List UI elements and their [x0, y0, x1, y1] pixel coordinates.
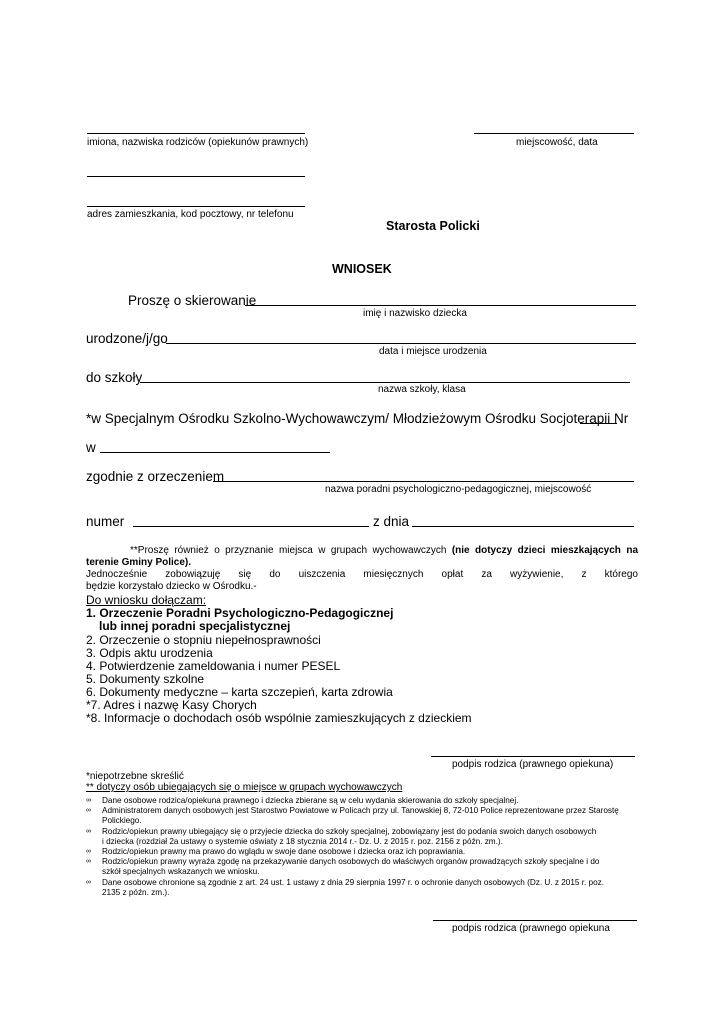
payment-line-1: Jednocześnie zobowiązuję się do uiszczenia miesięcznych opłat za wyżywienie, z którego: [86, 569, 638, 580]
attachment-item: 2. Orzeczenie o stopniu niepełnosprawności: [86, 633, 321, 647]
addressee: Starosta Policki: [386, 219, 480, 233]
infinity-bullet-icon: ∞: [86, 879, 91, 886]
in-label: w: [86, 440, 96, 455]
page-title: WNIOSEK: [332, 262, 392, 276]
gdpr-note-line: Dane osobowe rodzica/opiekuna prawnego i dziecka zbierane są w celu wydania skierowania do szkoły specjalnej.: [102, 796, 519, 805]
date-label: z dnia: [373, 514, 410, 529]
attachment-item: *8. Informacje o dochodach osób wspólnie zamieszkujących z dzieckiem: [86, 711, 472, 725]
infinity-bullet-icon: ∞: [86, 828, 91, 835]
attachment-item: 1. Orzeczenie Poradni Psychologiczno-Pedagogicznej: [86, 606, 394, 620]
gdpr-note-line: Rodzic/opiekun prawny ma prawo do wglądu w swoje dane osobowe i dziecka oraz ich poprawiania.: [102, 847, 466, 856]
gdpr-note-line: Polickiego.: [102, 816, 142, 825]
birth-caption: data i miejsce urodzenia: [379, 346, 487, 357]
attachment-item: 4. Potwierdzenie zameldowania i numer PESEL: [86, 659, 341, 673]
infinity-bullet-icon: ∞: [86, 858, 91, 865]
request-label: Proszę o skierowanie: [128, 293, 257, 308]
signature-caption-2: podpis rodzica (prawnego opiekuna: [452, 923, 610, 934]
gdpr-note-line: Rodzic/opiekun prawny ubiegający się o przyjecie dziecka do szkoły specjalnej, zobowiązany jest do podania swoich danych osobowych: [102, 827, 597, 836]
signature-line-1[interactable]: [431, 756, 635, 757]
parents-name-line[interactable]: [87, 133, 305, 134]
attachment-item: 6. Dokumenty medyczne – karta szczepień, karta zdrowia: [86, 685, 393, 699]
school-caption: nazwa szkoły, klasa: [378, 384, 466, 395]
gdpr-note-line: i dziecka (rozdział 2a ustawy o systemie oświaty z 18 stycznia 2014 r.- Dz. U. z 2015 r. poz. 2156 z późn. zm.).: [102, 837, 503, 846]
infinity-bullet-icon: ∞: [86, 848, 91, 855]
in-line[interactable]: [100, 452, 330, 453]
accordance-line[interactable]: [213, 481, 634, 482]
strike-note: *niepotrzebne skreślić: [86, 771, 184, 782]
gdpr-note: [88, 806, 648, 826]
accordance-label: zgodnie z orzeczeniem: [86, 469, 225, 484]
date-line[interactable]: [412, 526, 634, 527]
boarding-bold-1: (nie dotyczy dzieci mieszkających na: [451, 545, 638, 556]
gdpr-note: [88, 857, 648, 877]
gdpr-note-line: Rodzic/opiekun prawny wyraża zgodę na przekazywanie danych osobowych do właściwych organów prowadzących szkoły specjalne i do: [102, 857, 600, 866]
gdpr-note-line: szkół specjalnych wskazanych we wniosku.: [102, 867, 260, 876]
address-line-1[interactable]: [87, 176, 305, 177]
number-line[interactable]: [133, 526, 369, 527]
place-date-line[interactable]: [474, 133, 634, 134]
birth-line[interactable]: [166, 343, 636, 344]
boarding-bold-2: terenie Gminy Police).: [86, 557, 192, 568]
center-text: *w Specjalnym Ośrodku Szkolno-Wychowawczym/ Młodzieżowym Ośrodku Socjoterapii Nr: [86, 411, 629, 426]
attachment-item: 3. Odpis aktu urodzenia: [86, 646, 213, 660]
center-number-line[interactable]: [580, 423, 617, 424]
accordance-caption: nazwa poradni psychologiczno-pedagogicznej, miejscowość: [325, 484, 592, 495]
gdpr-note: [88, 827, 648, 847]
address-line-2[interactable]: [87, 206, 305, 207]
gdpr-note: [88, 847, 648, 857]
school-line[interactable]: [140, 382, 630, 383]
payment-line-2: będzie korzystało dziecko w Ośrodku.-: [86, 581, 257, 592]
parents-caption: imiona, nazwiska rodziców (opiekunów prawnych): [87, 137, 309, 148]
child-name-caption: imię i nazwisko dziecka: [363, 308, 467, 319]
address-caption: adres zamieszkania, kod pocztowy, nr telefonu: [87, 209, 294, 220]
school-label: do szkoły: [86, 370, 143, 385]
boarding-request: [86, 545, 638, 593]
attachment-item: *7. Adres i nazwę Kasy Chorych: [86, 698, 257, 712]
infinity-bullet-icon: ∞: [86, 797, 91, 804]
signature-caption-1: podpis rodzica (prawnego opiekuna): [452, 759, 614, 770]
gdpr-note: [88, 878, 648, 898]
place-date-caption: miejscowość, data: [516, 137, 598, 148]
boarding-note: ** dotyczy osób ubiegających się o miejsce w grupach wychowawczych: [86, 782, 403, 793]
boarding-request-text: **Proszę również o przyznanie miejsca w grupach wychowawczych: [130, 545, 447, 556]
attachment-item: 5. Dokumenty szkolne: [86, 672, 205, 686]
attachment-item: lub innej poradni specjalistycznej: [99, 619, 291, 633]
number-label: numer: [86, 514, 125, 529]
born-label: urodzone/j/go: [86, 331, 168, 346]
gdpr-note-line: 2135 z późn. zm.).: [102, 888, 170, 897]
signature-line-2[interactable]: [433, 920, 637, 921]
infinity-bullet-icon: ∞: [86, 807, 91, 814]
gdpr-note-line: Administratorem danych osobowych jest Starostwo Powiatowe w Policach przy ul. Tanowskiej 8, 72-010 Police reprezentowane przez Starostę: [102, 806, 619, 815]
attachments-heading: Do wniosku dołączam:: [86, 593, 207, 607]
gdpr-note: [88, 796, 648, 806]
gdpr-note-line: Dane osobowe chronione są zgodnie z art. 24 ust. 1 ustawy z dnia 29 sierpnia 1997 r. o ochronie danych osobowych (Dz. U. z 2015 r. poz.: [102, 878, 605, 887]
child-name-line[interactable]: [245, 305, 636, 306]
